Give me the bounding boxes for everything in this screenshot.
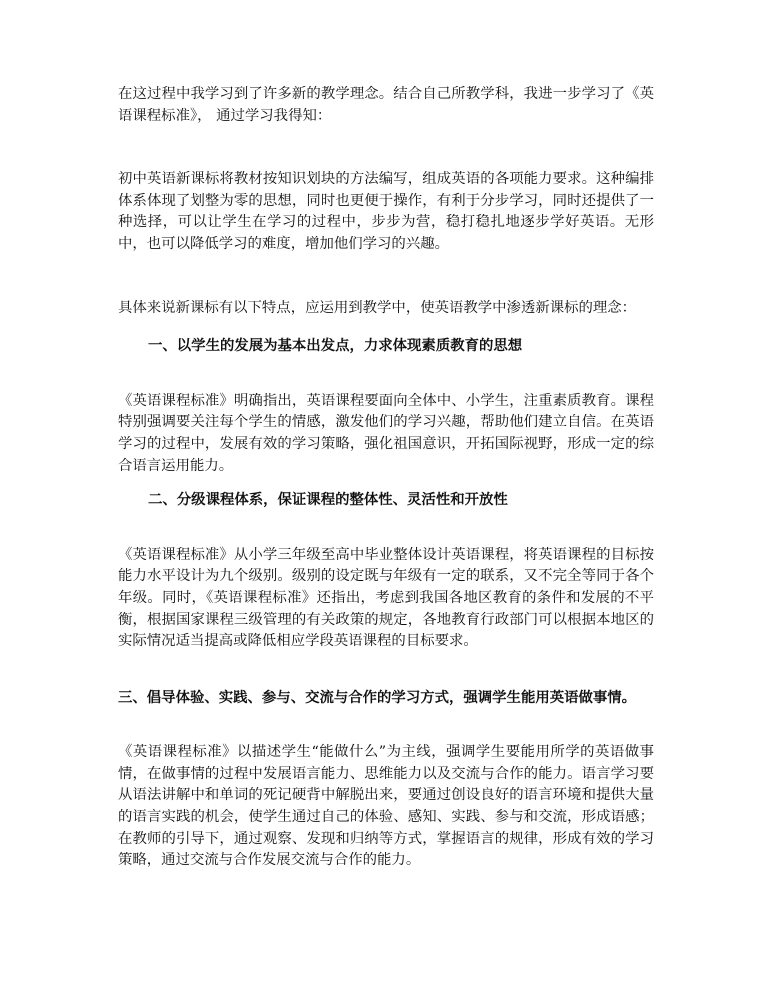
section-2-body: 《英语课程标准》从小学三年级至高中毕业整体设计英语课程，将英语课程的目标按能力水平设计为九个级别。级别的设定既与年级有一定的联系，又不完全等同于各个年级。同时，《英语课程标准》还指出，考虑到我国各地区教育的条件和发展的不平衡，根据国家课程三级管理的有关政策的规定，各地教育行政部门可以根据本地区的实际情况适当提高或降低相应学段英语课程的目标要求。: [118, 546, 654, 650]
section-1-body: 《英语课程标准》明确指出，英语课程要面向全体中、小学生，注重素质教育。课程特别强调要关注每个学生的情感，激发他们的学习兴趣，帮助他们建立自信。在英语学习的过程中，发展有效的学习策略，强化祖国意识，开拓国际视野，形成一定的综合语言运用能力。: [118, 392, 654, 474]
structure-paragraph: 初中英语新课标将教材按知识划块的方法编写，组成英语的各项能力要求。这种编排体系体现了划整为零的思想，同时也更便于操作，有利于分步学习，同时还提供了一种选择，可以让学生在学习的过程中，步步为营，稳打稳扎地逐步学好英语。无形中，也可以降低学习的难度，增加他们学习的兴趣。: [118, 171, 654, 252]
section-1-heading: 一、以学生的发展为基本出发点，力求体现素质教育的思想: [148, 337, 523, 355]
intro-paragraph: 在这过程中我学习到了许多新的教学理念。结合自己所教学科，我进一步学习了《英语课程标准》， 通过学习我得知：: [118, 86, 654, 124]
section-2-heading: 二、分级课程体系，保证课程的整体性、灵活性和开放性: [148, 491, 508, 509]
section-3-heading: 三、倡导体验、实践、参与、交流与合作的学习方式，强调学生能用英语做事情。: [118, 688, 637, 706]
section-3-body: 《英语课程标准》以描述学生“能做什么”为主线，强调学生要能用所学的英语做事情，在做事情的过程中发展语言能力、思维能力以及交流与合作的能力。语言学习要从语法讲解中和单词的死记硬背中解脱出来，要通过创设良好的语言环境和提供大量的语言实践的机会，使学生通过自己的体验、感知、实践、参与和交流，形成语感；在教师的引导下，通过观察、发现和归纳等方式，掌握语言的规律，形成有效的学习策略，通过交流与合作发展交流与合作的能力。: [118, 744, 654, 869]
document-page: [118, 84, 654, 872]
features-paragraph: 具体来说新课标有以下特点，应运用到教学中，使英语教学中渗透新课标的理念：: [118, 299, 637, 316]
